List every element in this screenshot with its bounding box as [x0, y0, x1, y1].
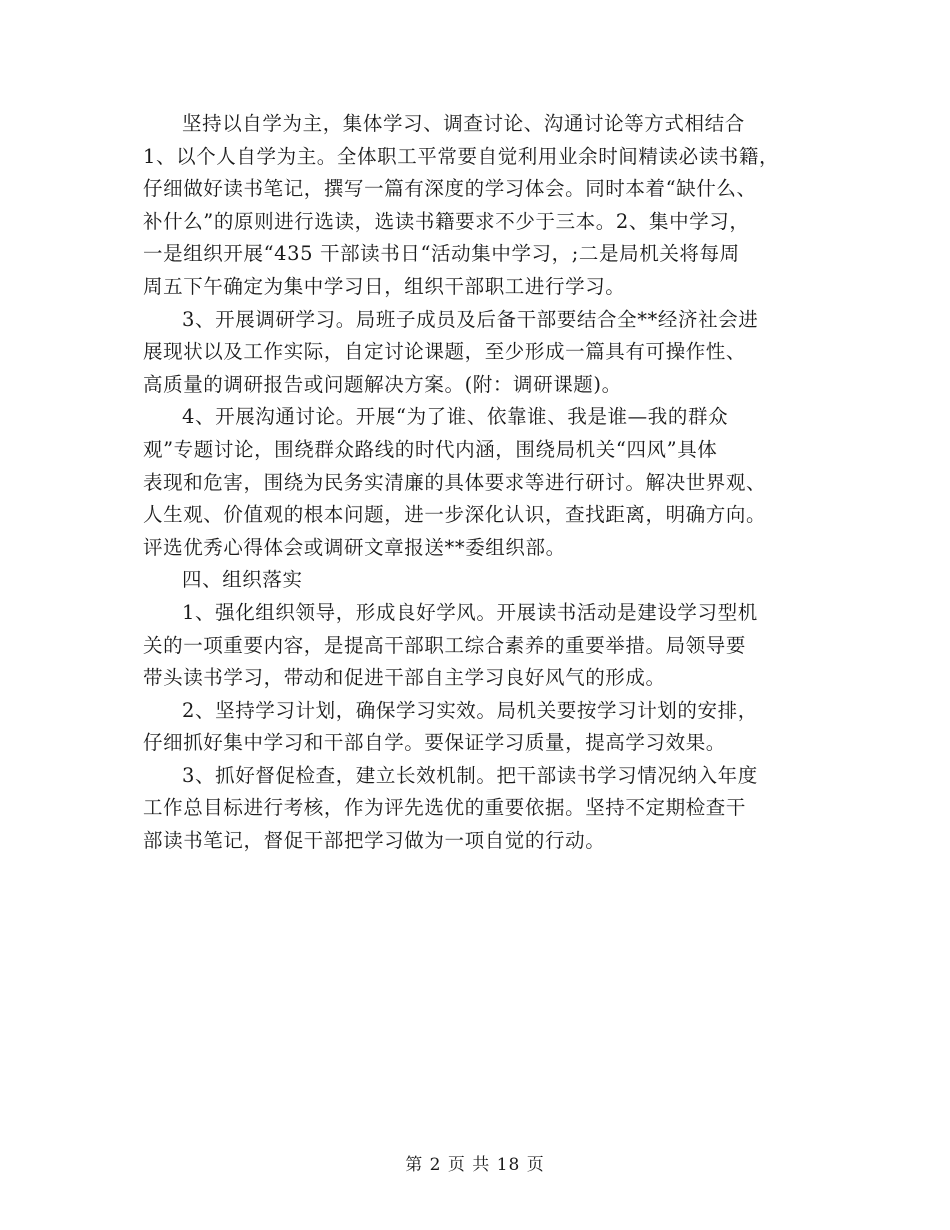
- text-line: 带头读书学习，带动和促进干部自主学习良好风气的形成。: [143, 666, 666, 690]
- paragraph-study-methods: [143, 108, 807, 304]
- text-line: 3、开展调研学习。局班子成员及后备干部要结合全**经济社会进: [182, 307, 759, 331]
- text-line: 3、抓好督促检查，建立长效机制。把干部读书学习情况纳入年度: [182, 763, 758, 787]
- text-line: 观”专题讨论，围绕群众路线的时代内涵，围绕局机关“四风”具体: [143, 437, 718, 461]
- text-line: 部读书笔记，督促干部把学习做为一项自觉的行动。: [143, 829, 606, 853]
- paragraph-study-plan: [143, 695, 807, 760]
- text-line: 2、坚持学习计划，确保学习实效。局机关要按学习计划的安排，: [182, 698, 758, 722]
- text-line: 四、组织落实: [182, 568, 303, 592]
- text-line: 仔细做好读书笔记，撰写一篇有深度的学习体会。同时本着“缺什么、: [143, 177, 757, 201]
- footer-prefix: 第: [405, 1155, 424, 1175]
- text-line: 4、开展沟通讨论。开展“为了谁、依靠谁、我是谁—我的群众: [182, 405, 729, 429]
- text-line: 仔细抓好集中学习和干部自学。要保证学习质量，提高学习效果。: [143, 731, 726, 755]
- text-line: 一是组织开展“435 干部读书日“活动集中学习，;二是局机关将每周: [143, 242, 740, 266]
- text-line: 关的一项重要内容，是提高干部职工综合素养的重要举措。局领导要: [143, 633, 747, 657]
- text-line: 补什么”的原则进行选读，选读书籍要求不少于三本。2、集中学习，: [143, 209, 750, 233]
- paragraph-supervision: [143, 760, 807, 858]
- paragraph-discussion: [143, 401, 807, 564]
- total-page-count: 18: [496, 1155, 521, 1175]
- footer-middle: 页 共: [447, 1155, 491, 1175]
- current-page-number: 2: [429, 1155, 442, 1175]
- paragraph-leadership: [143, 597, 807, 695]
- paragraph-research-study: [143, 304, 807, 402]
- page-footer: [0, 1150, 950, 1175]
- text-line: 1、强化组织领导，形成良好学风。开展读书活动是建设学习型机: [182, 600, 758, 624]
- text-line: 坚持以自学为主，集体学习、调查讨论、沟通讨论等方式相结合: [182, 112, 745, 135]
- text-line: 高质量的调研报告或问题解决方案。(附：调研课题)。: [143, 372, 622, 396]
- document-body: [143, 108, 807, 858]
- text-line: 1、以个人自学为主。全体职工平常要自觉利用业余时间精读必读书籍，: [143, 144, 780, 168]
- text-line: 工作总目标进行考核，作为评先选优的重要依据。坚持不定期检查干: [143, 796, 747, 820]
- section-heading: [143, 564, 807, 597]
- text-line: 展现状以及工作实际，自定讨论课题，至少形成一篇具有可操作性、: [143, 340, 747, 364]
- text-line: 周五下午确定为集中学习日，组织干部职工进行学习。: [143, 274, 626, 298]
- text-line: 人生观、价值观的根本问题，进一步深化认识，查找距离，明确方向。: [143, 503, 767, 527]
- footer-suffix: 页: [526, 1155, 545, 1175]
- text-line: 评选优秀心得体会或调研文章报送**委组织部。: [143, 535, 566, 559]
- text-line: 表现和危害，围绕为民务实清廉的具体要求等进行研讨。解决世界观、: [143, 470, 767, 494]
